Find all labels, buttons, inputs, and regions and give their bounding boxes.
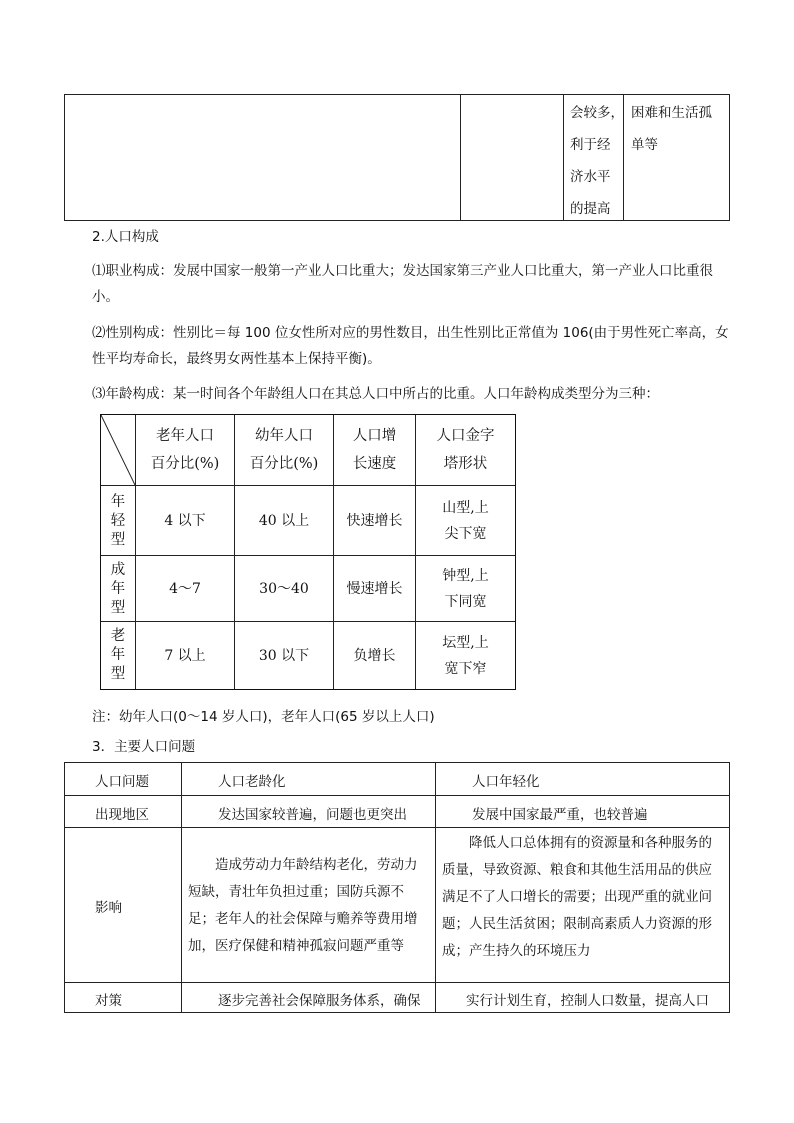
table-row — [65, 827, 729, 983]
diagonal-header-cell — [101, 415, 135, 485]
paragraph-occupation: ⑴职业构成：发展中国家一般第一产业人口比重大；发达国家第三产业人口比重大，第一产业人口比重很小。 — [92, 263, 713, 305]
paragraph-age: ⑶年龄构成：某一时间各个年龄组人口在其总人口中所占的比重。人口年龄构成类型分为三种： — [92, 386, 659, 402]
cell-measure-aging: 逐步完善社会保障服务体系，确保 — [181, 983, 435, 1012]
table-header-row — [101, 415, 515, 485]
table-row — [65, 795, 729, 828]
cell-line: 单等 — [631, 137, 658, 153]
section-heading: 3．主要人口问题 — [92, 739, 196, 755]
paragraph-sex-ratio: ⑵性别构成：性别比＝每 100 位女性所对应的男性数目，出生性别比正常值为 106(由于男性死亡率高，女性平均寿命长，最终男女两性基本上保持平衡)。 — [92, 325, 729, 367]
row-type-cell: 老 年 型 — [110, 628, 126, 682]
cell-elder: 4 以下 — [135, 486, 234, 556]
cell-growth: 快速增长 — [333, 486, 415, 556]
cell-line: 济水平 — [570, 169, 611, 185]
table-header-row — [65, 763, 729, 795]
cell-young: 30 以下 — [234, 622, 333, 689]
cell-young: 40 以上 — [234, 486, 333, 556]
cell-growth: 负增长 — [333, 622, 415, 689]
header-growth: 人口增 长速度 — [333, 415, 415, 485]
header-young: 人口年轻化 — [435, 763, 729, 795]
cell-measure-young: 实行计划生育，控制人口数量，提高人口 — [435, 983, 729, 1012]
table-row — [101, 621, 515, 689]
population-problems-table — [64, 762, 730, 1013]
label-impact: 影响 — [95, 899, 122, 916]
cell-shape: 钟型,上 下同宽 — [415, 556, 515, 622]
table-divider — [460, 95, 461, 220]
table-note: 注：幼年人口(0～14 岁人口)，老年人口(65 岁以上人口) — [92, 709, 435, 725]
cell-line: 会较多， — [570, 105, 624, 121]
table-row — [101, 485, 515, 556]
cell-region-young: 发展中国家最严重，也较普遍 — [435, 796, 729, 828]
table-row — [65, 982, 729, 1012]
cell-region-aging: 发达国家较普遍，问题也更突出 — [181, 796, 435, 828]
age-structure-table — [100, 414, 516, 690]
cell-growth: 慢速增长 — [333, 556, 415, 622]
cell-impact-aging — [181, 828, 435, 983]
table-row — [101, 555, 515, 622]
cell-line: 利于经 — [570, 137, 611, 153]
impact-young-text: 降低人口总体拥有的资源量和各种服务的质量，导致资源、粮食和其他生活用品的供应满足不了人口增长的需要；出现严重的就业问题；人民生活贫困；限制高素质人力资源的形成；产生持久的环境压力 — [442, 835, 712, 959]
row-type-cell: 年 轻 型 — [110, 493, 126, 548]
impact-aging-text: 造成劳动力年龄结构老化，劳动力短缺，青壮年负担过重；国防兵源不足；老年人的社会保障与赡养等费用增加，医疗保健和精神孤寂问题严重等 — [188, 856, 418, 954]
row-type-cell: 成 年 型 — [110, 561, 126, 616]
cell-shape: 坛型,上 宽下窄 — [415, 622, 515, 689]
table-cell-col4 — [631, 97, 727, 161]
cell-elder: 4～7 — [135, 556, 234, 622]
cell-elder: 7 以上 — [135, 622, 234, 689]
header-problem: 人口问题 — [95, 774, 149, 790]
diagonal-line — [101, 415, 135, 485]
cell-young: 30～40 — [234, 556, 333, 622]
table-cell-col3 — [570, 97, 624, 225]
label-measure: 对策 — [95, 993, 122, 1009]
cell-impact-young — [435, 828, 729, 983]
header-pyramid-shape: 人口金字 塔形状 — [415, 415, 515, 485]
header-young-pct: 幼年人口 百分比(%) — [234, 415, 333, 485]
cell-line: 的提高 — [570, 201, 611, 217]
cell-shape: 山型,上 尖下宽 — [415, 486, 515, 556]
table-divider — [563, 95, 564, 220]
section-heading: 2.人口构成 — [92, 229, 159, 245]
header-elder-pct: 老年人口 百分比(%) — [135, 415, 234, 485]
label-region: 出现地区 — [95, 807, 149, 823]
header-aging: 人口老龄化 — [181, 763, 435, 795]
cell-line: 困难和生活孤 — [631, 105, 712, 121]
top-table-fragment — [64, 94, 730, 221]
